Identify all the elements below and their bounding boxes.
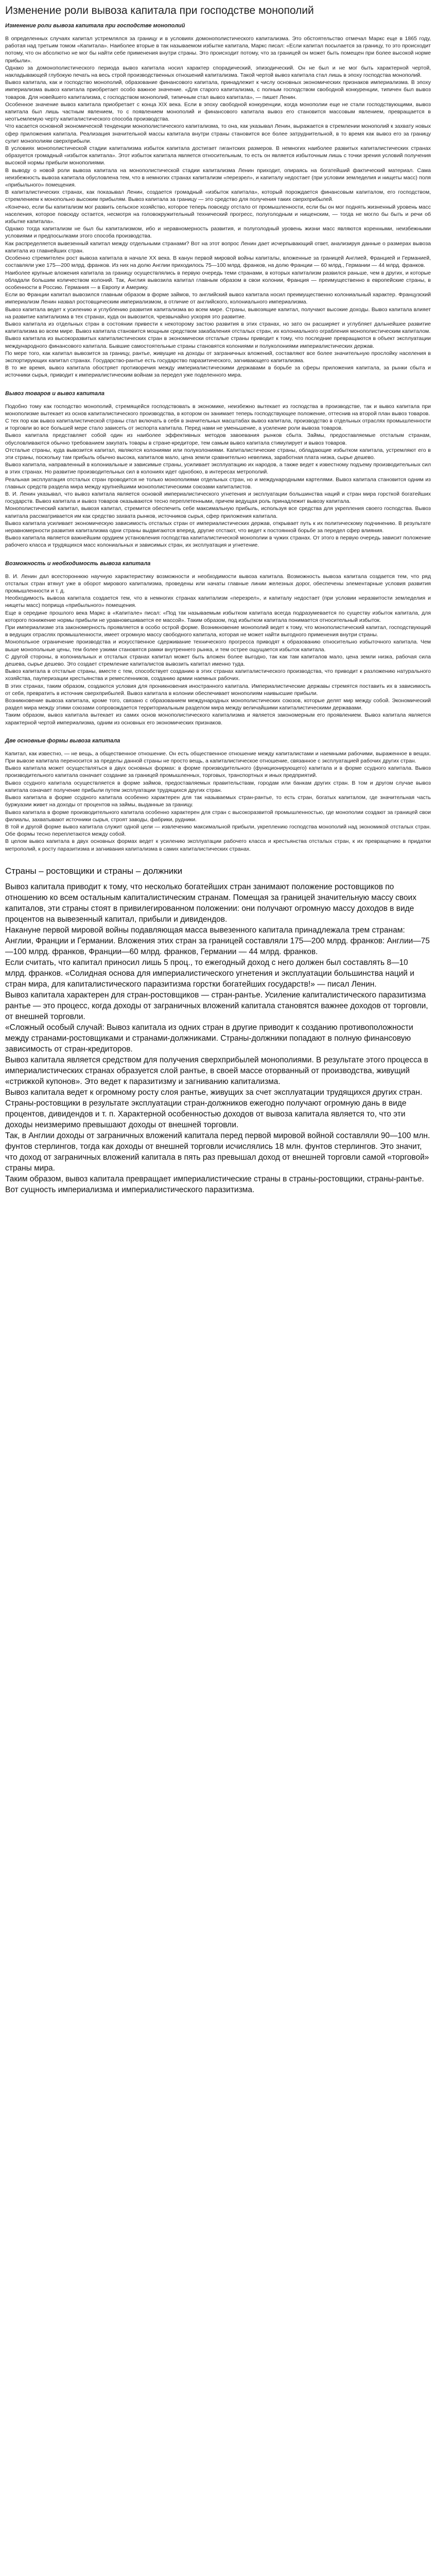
- section-body-monopolies: [5, 35, 431, 379]
- paragraph: Вывоз капитала из высокоразвитых капиталистических стран в экономически отсталые страны приводит к тому, что последние превращаются в объект эксплуатации международного финансового капитала. Бывшие самостоятельные страны становятся колониями и полуколониями империалистических держав.: [5, 335, 431, 349]
- paragraph: В определенных случаях капитал устремлялся за границу и в условиях домонополистического капитализма. Это обстоятельство отмечал Маркс еще в 1865 году, работая над третьим томом «Капитала». Наиболее вторые в так называемом избытке капитала, Маркс писал: «Если капитал посылается за границу, то это происходит потому, что он абсолютно не мог бы найти себе применения внутри страны. Это происходит потому, что за границей он может быть помещен при более высокой норме прибыли».: [5, 36, 431, 64]
- paragraph: Вывоз капитала, направленный в колониальные и зависимые страны, усиливает эксплуатацию их народов, а также ведет к известному подъему производительных сил в этих странах. Но развитие производительных сил в колониях идет однобоко, в интересах метрополий.: [5, 462, 431, 476]
- paragraph: Капитал, как известно, — не вещь, а общественное отношение. Он есть общественное отношение между капиталистами и наемными рабочими, выраженное в вещах. При вывозе капитала переносится за пределы данной страны не просто вещь, а капиталистическое отношение, связанное с эксплуатацией рабочих других стран.: [5, 750, 431, 765]
- section-heading-two-forms: Две основные формы вывоза капитала: [5, 737, 120, 744]
- section-heading-possibility: Возможность и необходимость вывоза капитала: [5, 560, 151, 567]
- paragraph: Возникновение вывоза капитала, кроме того, связано с образованием международных монополистических союзов, которые делят мир между собой. Экономический раздел мира между этими союзами сопровождается территориальным разделом мира между величайшими капиталистическими державами.: [5, 698, 431, 711]
- paragraph: Если во Франции капитал вывозился главным образом в форме займов, то английский вывоз капитала носил преимущественно колониальный характер. Французский империализм Ленин назвал ростовщическим империализмом, в отличие от английского, колониального империализма.: [5, 292, 431, 306]
- paragraph: Вывоз капитала, как и господство монополий, образование финансового капитала, принадлежит к числу основных экономических признаков империализма. В эпоху империализма вывоз капитала приобретает особо важное значение. «Для старого капитализма, с полным господством свободной конкуренции, типичен был вывоз товаров. Для новейшего капитализма, с господством монополий, типичным стал вывоз капитала», — пишет Ленин.: [5, 79, 431, 100]
- paragraph: Накануне первой мировой войны подавляющая масса вывезенного капитала принадлежала трем странам: Англии, Франции и Германии. Вложения этих стран за границей составляли 175—200 млрд. франков: Англии—75—100 млрд. франков, Франции—60 млрд. франков, Германии — 44 млрд. франков.: [5, 925, 430, 956]
- paragraph: С тех пор как вывоз капиталистической страны стал включать в себя в значительных масштабах вывоз капитала, производство в отдельных отраслях промышленности и торговли во все большей мере стало зависеть от экспорта капитала. Перед нами не уменьшение, а усиление роли вывоза товаров.: [5, 417, 431, 432]
- paragraph: Вывоз капитала является средством для получения сверхприбылей монополиями. В результате этого процесса в империалистических странах образуется слой рантье, в своей массе оторванный от производства, живущий «стрижкой купонов». Это ведет к паразитизму и загниванию капитализма.: [5, 1055, 428, 1086]
- paragraph: В целом вывоз капитала в двух основных формах ведет к усилению эксплуатации рабочего класса и крестьянства отсталых стран, к их превращению в придатки метрополий, к росту паразитизма и загнивания капитализма в самих капиталистических странах.: [5, 838, 431, 852]
- section-body-goods-capital: [5, 403, 431, 549]
- article-page: [0, 0, 436, 1206]
- paragraph: Необходимость вывоза капитала создается тем, что в немногих странах капитализм «перезрел», и капиталу недостает (при условии неразвитости земледелия и нищеты масс) поприща «прибыльного» помещения.: [5, 595, 431, 609]
- paragraph: В. И. Ленин дал всестороннюю научную характеристику возможности и необходимости вывоза капитала. Возможность вывоза капитала создается тем, что ряд отсталых стран втянут уже в оборот мирового капитализма, проведены или начаты главные линии железных дорог, обеспечены элементарные условия развития промышленности и т. д.: [5, 573, 431, 595]
- paragraph: Вывоз капитала ведет к огромному росту слоя рантье, живущих за счет эксплуатации трудящихся других стран. Страны-ростовщики в результате эксплуатации стран-должников ежегодно получают огромную дань в виде процентов, дивидендов и т. п. Характерной особенностью доходов от вывоза капитала является то, что эти доходы неизмеримо превышают доходы от внешней торговли.: [5, 1088, 423, 1129]
- paragraph: Наиболее крупные вложения капитала за границу осуществлялись в первую очередь теми странами, в которых капитализм развился раньше, чем в других, и которые обладали большим количеством колоний. Так, Англия вывозила капитал главным образом в свои колонии, Франция — преимущественно в европейские страны, в особенности в Россию. Германия — в Европу и Америку.: [5, 269, 431, 291]
- paragraph: Отсталые страны, куда вывозится капитал, являются колониями или полуколониями. Капиталистические страны, обладающие избытком капитала, устремляют его в эти страны, поскольку там прибыль обычно высока, капиталов мало, цена земли сравнительно невелика, заработная плата низка, сырье дешево.: [5, 447, 431, 461]
- paragraph: В этих странах, таким образом, создаются условия для проникновения иностранного капитала. Империалистические державы стремятся поставить их в зависимость от себя, превратить в источник сверхприбылей. Вывоз капитала в колонии обеспечивает монополиям наивысшие прибыли.: [5, 683, 431, 697]
- page-title: Изменение роли вывоза капитала при господстве монополий: [5, 5, 314, 16]
- paragraph: Вывоз капитала ведет к усилению и углублению развития капитализма во всем мире. Страны, вывозящие капитал, получают высокие доходы. Вывоз капитала влияет на развитие капитализма в тех странах, куда он вывозится, чрезвычайно ускоряя это развитие.: [5, 306, 431, 320]
- section-heading-usurers: Страны – ростовщики и страны – должники: [5, 866, 183, 876]
- paragraph: Что касается основной экономической тенденции монополистического капитализма, то она, как указывал Ленин, выражается в стремлении монополий к захвату новых сфер приложения капитала. Реализация значительной массы капитала внутри страны становится все более затруднительной, в то время как вывоз его за границу сулит монополиям сверхприбыли.: [5, 123, 431, 144]
- paragraph: В капиталистических странах, как показывал Ленин, создается громадный «избыток капитала», который порождается финансовым капиталом, его господством, стремлением к монопольно высоким прибылям. Вывоз капитала за границу — это средство для получения таких сверхприбылей.: [5, 189, 431, 203]
- paragraph: С другой стороны, в колониальных и отсталых странах капитал может быть вложен более выгодно, так как там капиталов мало, цена земли низка, рабочая сила дешева, сырье дешево. Это создает стремление капиталистов вывозить капитал именно туда.: [5, 653, 431, 668]
- section-body-two-forms: [5, 750, 431, 853]
- section-body-usurers: [5, 882, 431, 1195]
- paragraph: В выводу о новой роли вывоза капитала на монополистической стадии капитализма Ленин приходит, опираясь на богатейший фактический материал. Сама неизбежность вывоза капитала обусловлена тем, что в немногих странах капитализм «перезрел», и капиталу недостает (при условии земледелия и нищеты масс) поля «прибыльного» помещения.: [5, 167, 431, 189]
- paragraph: Монополистический капитал, вывозя капитал, стремится обеспечить себе максимальную прибыль, используя все средства для укрепления своего господства. Вывоз капитала рассматривается им как средство захвата рынков, источников сырья, сфер приложения капитала.: [5, 505, 431, 519]
- paragraph: Вывоз ссудного капитала осуществляется в форме займов, предоставляемых правительствам, городам или банкам других стран. В том и другом случае вывоз капитала означает получение прибыли путем эксплуатации трудящихся других стран.: [5, 779, 431, 793]
- paragraph: Как распределяется вывезенный капитал между отдельными странами? Вот на этот вопрос Ленин дает исчерпывающий ответ, анализируя данные о размерах вывоза капитала из главнейших стран.: [5, 240, 431, 254]
- paragraph: В то же время, вывоз капитала обостряет противоречия между империалистическими державами в борьбе за сферы приложения капитала, за рынки сбыта и источники сырья, приводит к империалистическим войнам за передел уже поделенного мира.: [5, 365, 431, 379]
- paragraph: Вывоз капитала характерен для стран-ростовщиков — стран-рантье. Усиление капиталистического паразитизма рантье — это процесс, когда доходы от заграничных вложений капитала становятся важнее доходов от торговли, от внешней торговли.: [5, 990, 428, 1021]
- paragraph: Вывоз капитала в форме производительного капитала особенно характерен для стран с высокоразвитой промышленностью, где монополии создают за границей свои филиалы, захватывают источники сырья, строят заводы, фабрики, рудники.: [5, 809, 431, 823]
- paragraph: Вывоз капитала в отсталые страны, вместе с тем, способствует созданию в этих странах капиталистического производства, что приводит к разложению натурального хозяйства, пауперизации крестьянства и ремесленников, созданию армии наемных рабочих.: [5, 668, 431, 682]
- paragraph: Вывоз капитала в форме ссудного капитала особенно характерен для так называемых стран-рантье, то есть стран, богатых капиталом, где значительная часть буржуазии живет на доходы от процентов на займы, выданные за границу.: [5, 794, 431, 808]
- paragraph: Таким образом, вывоз капитала вытекает из самих основ монополистического капитализма и является закономерным его проявлением. Вывоз капитала является характерной чертой империализма, одним из основных его экономических признаков.: [5, 712, 431, 726]
- paragraph: «Сложный особый случай: Вывоз капитала из одних стран в другие приводит к созданию противоположности между странами-ростовщиками и странами-должниками. Страны-должники попадают в полную финансовую зависимость от стран-кредиторов.: [5, 1023, 413, 1054]
- section-body-possibility: [5, 573, 431, 726]
- paragraph: Вывоз капитала является важнейшим орудием установления господства капиталистической монополии в чужих странах. От этого в первую очередь зависит положение рабочего класса и трудящихся масс колониальных и зависимых стран, их эксплуатация и угнетение.: [5, 535, 431, 549]
- paragraph: В условиях монополистической стадии капитализма избыток капитала достигает гигантских размеров. В немногих наиболее развитых капиталистических странах образуется громадный «избыток капитала». Этот избыток капитала является относительным, то есть он является избыточным лишь с точки зрения условий получения высокой нормы прибыли монополиями.: [5, 145, 431, 166]
- paragraph: Вывоз капитала может осуществляться в двух основных формах: в форме производительного (функционирующего) капитала и в форме ссудного капитала. Вывоз производительного капитала означает создание за границей промышленных, торговых, транспортных и иных предприятий.: [5, 765, 431, 779]
- paragraph: Реальная эксплуатация отсталых стран проводится не только монополиями отдельных стран, но и международными картелями. Вывоз капитала становится одним из главных средств раздела мира между крупнейшими монополистическими союзами капиталистов.: [5, 476, 431, 490]
- paragraph: В. И. Ленин указывал, что вывоз капитала является основой империалистического угнетения и эксплуатации большинства наций и стран мира горсткой богатейших государств. Вывоз капитала и вывоз товаров оказываются тесно переплетенными, причем ведущая роль принадлежит вывозу капитала.: [5, 490, 431, 505]
- paragraph: Однако тогда капитализм не был бы капитализмом, ибо и неравномерность развития, и полуголодный уровень жизни масс являются коренными, неизбежными условиями и предпосылками этого способа производства.: [5, 226, 431, 240]
- paragraph: Еще в середине прошлого века Маркс в «Капитале» писал: «Под так называемым избытком капитала всегда подразумевается по существу избыток капитала, для которого понижение нормы прибыли не уравновешивается ее массой». Таким образом, под избытком капитала понимается относительный избыток.: [5, 609, 431, 623]
- section-heading-goods-capital: Вывоз товаров и вывоз капитала: [5, 390, 105, 397]
- paragraph: Подобно тому как господство монополий, стремящейся господствовать в экономике, неизбежно вытекает из господства в производстве, так и вывоз капитала при монополизме вытекает из основ капиталистического производства, в котором он занимает теперь господствующее положение, оттеснив на второй план вывоз товаров.: [5, 403, 431, 417]
- paragraph: Если считать, что капитал приносил лишь 5 проц., то ежегодный доход с него должен был составлять 8—10 млрд. франков. «Солидная основа для империалистического угнетения и эксплуатации большинства наций и стран мира, для капиталистического паразитизма горстки богатейших государств!» — писал Ленин.: [5, 958, 414, 989]
- paragraph: Вывоз капитала представляет собой один из наиболее эффективных методов завоевания рынков сбыта. Займы, предоставляемые отсталым странам, обусловливаются обычно требованием закупать товары в стране-кредиторе, тем самым вывоз капитала стимулирует и вывоз товаров.: [5, 432, 431, 446]
- section-heading-monopolies: Изменение роли вывоза капитала при господстве монополий: [5, 23, 185, 29]
- paragraph: Особенно стремителен рост вывоза капитала в начале XX века. В канун первой мировой войны капиталы, вложенные за границей Англией, Францией и Германией, составляли уже 175—200 млрд. франков. Из них на долю Англии приходилось 75—100 млрд. франков, на долю Франции — 60 млрд., Германии — 44 млрд. франков.: [5, 255, 431, 269]
- paragraph: Вывоз капитала усиливает экономическую зависимость отсталых стран от империалистических держав, открывает путь к их политическому подчинению. В результате неравномерности развития капитализма одни страны выдвигаются вперед, другие отстают, что ведет к постоянной борьбе за передел сфер влияния.: [5, 520, 431, 534]
- paragraph: Таким образом, вывоз капитала превращает империалистические страны в страны-ростовщики, страны-рантье. Вот сущность империализма и империалистического паразитизма.: [5, 1174, 424, 1194]
- paragraph: «Конечно, если бы капитализм мог развить сельское хозяйство, которое теперь повсюду отстало от промышленности, если бы он мог поднять жизненный уровень масс населения, которое повсюду остается, несмотря на головокружительный технический прогресс, полуголодным и нищенским, — тогда не могло бы быть и речи об избытке капитала».: [5, 204, 431, 225]
- paragraph: Вывоз капитала из отдельных стран в состоянии привести к некоторому застою развития в этих странах, но зато он расширяет и углубляет дальнейшее развитие капитализма во всем мире. Вывоз капитала становится мощным средством закабаления отсталых стран, их колониального ограбления монополистическим капиталом.: [5, 320, 431, 335]
- paragraph: Монопольное ограничение производства и искусственное сдерживание технического прогресса приводят к образованию относительно избыточного капитала. Чем выше монопольные цены, тем более узкими становятся рамки внутреннего рынка, и тем острее ощущается избыток капитала.: [5, 639, 431, 653]
- paragraph: При империализме эта закономерность проявляется в особо острой форме. Возникновение монополий ведет к тому, что монополистический капитал, господствующий в ведущих отраслях промышленности, имеет огромную массу свободного капитала, которая не может найти выгодного применения внутри страны.: [5, 624, 431, 638]
- paragraph: Так, в Англии доходы от заграничных вложений капитала перед первой мировой войной составляли 90—100 млн. фунтов стерлингов, тогда как доходы от внешней торговли исчислялись 18 млн. фунтов стерлингов. Это значит, что доход от заграничных вложений капитала в пять раз превышал доход от внешней торговли самой «торговой» страны мира.: [5, 1131, 430, 1173]
- paragraph: По мере того, как капитал вывозится за границу, рантье, живущие на доходы от заграничных вложений, составляют все более значительную прослойку населения в экспортирующих капитал странах. Государство-рантье есть государство паразитического, загнивающего капитализма.: [5, 350, 431, 364]
- paragraph: Однако за домонополистического периода вывоз капитала носил характер спорадический, эпизодический. Он не был и не мог быть характерной чертой, накладывающей глубокую печать на весь строй производственных отношений капитализма. Такой чертой вывоз капитала стал лишь в эпоху господства монополий.: [5, 64, 431, 79]
- paragraph: Вывоз капитала приводит к тому, что несколько богатейших стран занимают положение ростовщиков по отношению ко всем остальным капиталистическим странам. Помещая за границей значительную массу своих капиталов, эти страны стоят в привилегированном положении: они получают огромную массу доходов в виде процентов на вывезенный капитал, прибыли и дивидендов.: [5, 882, 416, 924]
- paragraph: В той и другой форме вывоз капитала служит одной цели — извлечению максимальной прибыли, укреплению господства монополий над экономикой отсталых стран. Обе формы тесно переплетаются между собой.: [5, 823, 431, 838]
- paragraph: Особенное значение вывоз капитала приобретает с конца XIX века. Если в эпоху свободной конкуренции, когда монополии еще не стали господствующими, вывоз капитала был лишь частным явлением, то с появлением монополий и финансового капитала вывоз его становится массовым явлением, превращается в неотъемлемую черту капиталистического способа производства.: [5, 101, 431, 123]
